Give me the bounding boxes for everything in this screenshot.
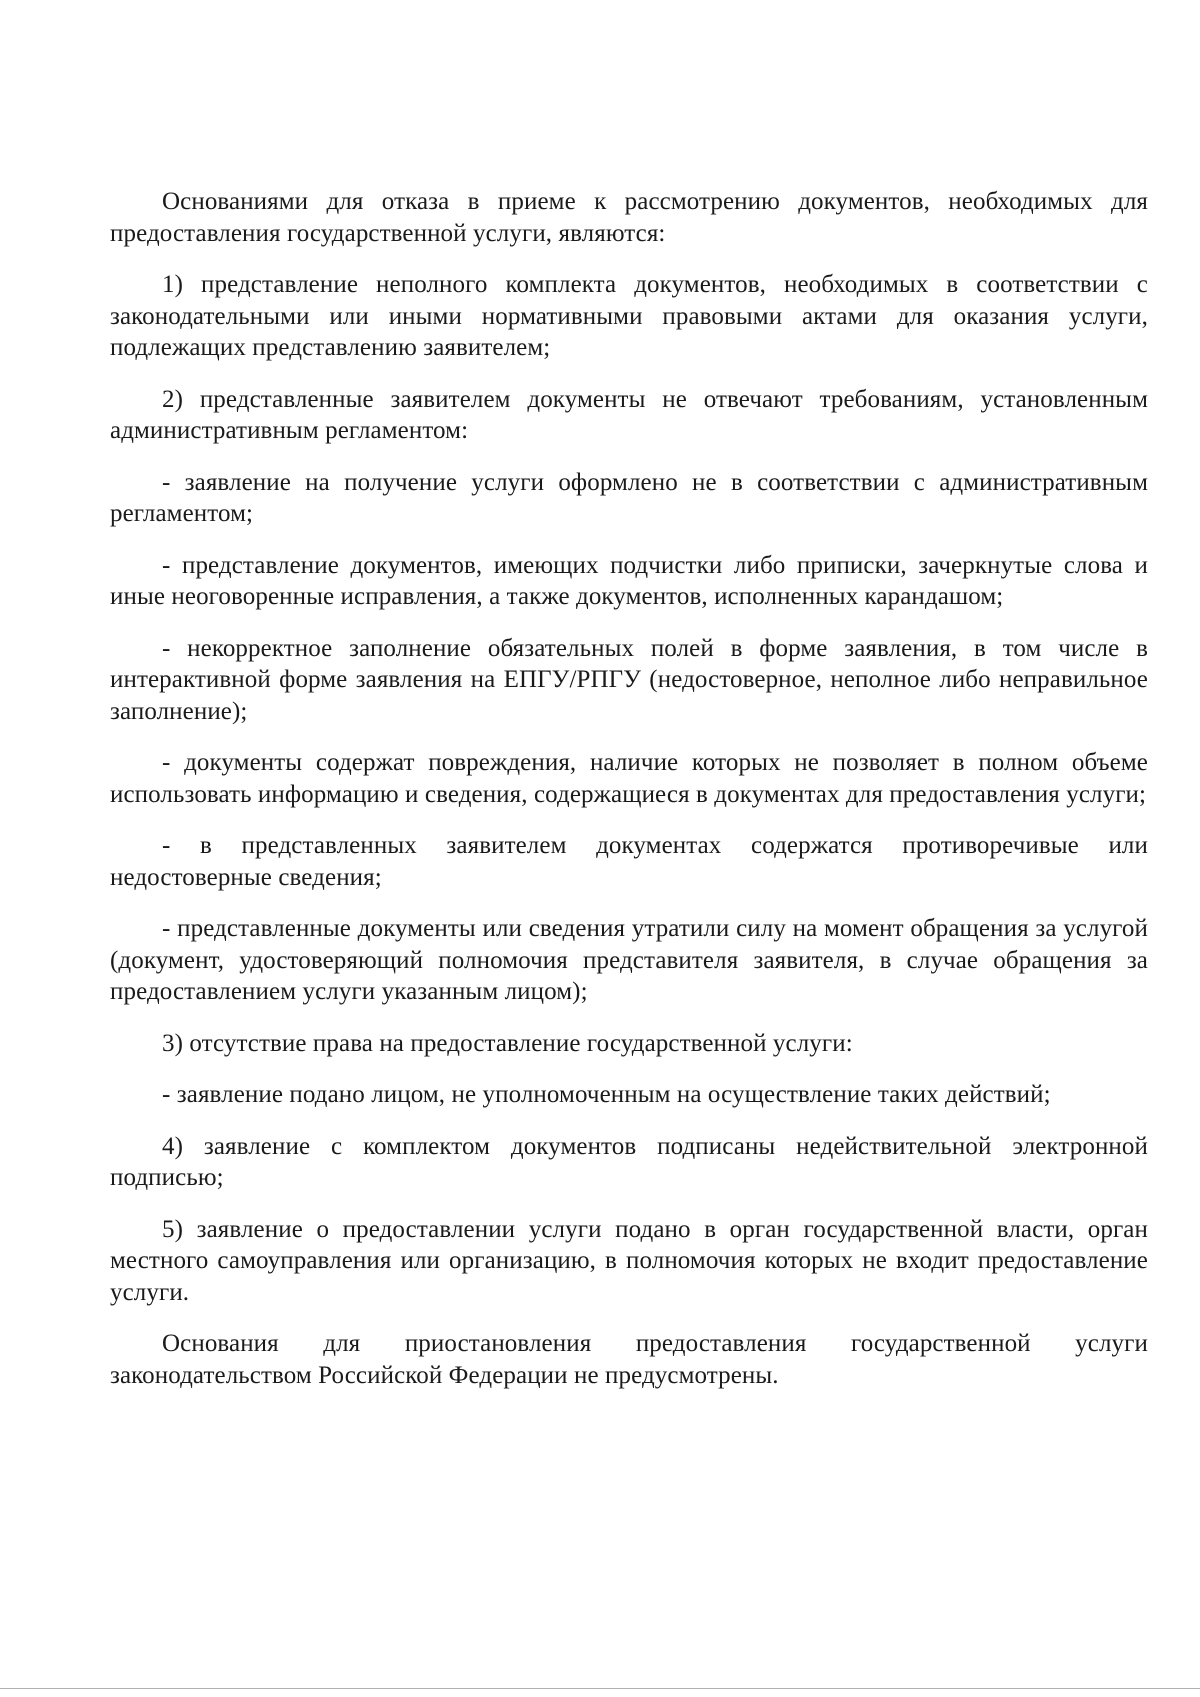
subitem-unauthorized-person-paragraph: - заявление подано лицом, не уполномоченным на осуществление таких действий; xyxy=(162,1081,1051,1108)
intro-paragraph: Основаниями для отказа в приеме к рассмотрению документов, необходимых для предоставления государственной услуги, являются: xyxy=(110,188,1148,247)
subitem-damaged-documents-paragraph: - документы содержат повреждения, наличие которых не позволяет в полном объеме использовать информацию и сведения, содержащиеся в документах для предоставления услуги; xyxy=(110,749,1148,808)
item-2-paragraph: 2) представленные заявителем документы не отвечают требованиям, установленным административным регламентом: xyxy=(110,385,1148,444)
suspension-grounds-paragraph: Основания для приостановления предоставления государственной услуги законодательством Российской Федерации не предусмотрены. xyxy=(110,1330,1148,1389)
subitem-expired-documents-paragraph: - представленные документы или сведения утратили силу на момент обращения за услугой (документ, удостоверяющий полномочия представителя заявителя, в случае обращения за предоставлением услуги указанным лицом); xyxy=(110,915,1148,1005)
subitem-contradictory-info-paragraph: - в представленных заявителем документах содержатся противоречивые или недостоверные сведения; xyxy=(110,832,1148,891)
item-1-paragraph: 1) представление неполного комплекта документов, необходимых в соответствии с законодательными или иными нормативными правовыми актами для оказания услуги, подлежащих представлению заявителем; xyxy=(110,271,1148,361)
document-page xyxy=(110,186,1148,1411)
page-bottom-edge-line xyxy=(0,1688,1200,1689)
subitem-application-form-paragraph: - заявление на получение услуги оформлено не в соответствии с административным регламентом; xyxy=(110,468,1148,527)
subitem-corrections-paragraph: - представление документов, имеющих подчистки либо приписки, зачеркнутые слова и иные неоговоренные исправления, а также документов, исполненных карандашом; xyxy=(110,551,1148,610)
item-4-paragraph: 4) заявление с комплектом документов подписаны недействительной электронной подписью; xyxy=(110,1132,1148,1191)
item-5-paragraph: 5) заявление о предоставлении услуги подано в орган государственной власти, орган местного самоуправления или организацию, в полномочия которых не входит предоставление услуги. xyxy=(110,1215,1148,1306)
subitem-incorrect-fields-paragraph: - некорректное заполнение обязательных полей в форме заявления, в том числе в интерактивной форме заявления на ЕПГУ/РПГУ (недостоверное, неполное либо неправильное заполнение); xyxy=(110,634,1148,725)
item-3-paragraph: 3) отсутствие права на предоставление государственной услуги: xyxy=(162,1029,853,1057)
